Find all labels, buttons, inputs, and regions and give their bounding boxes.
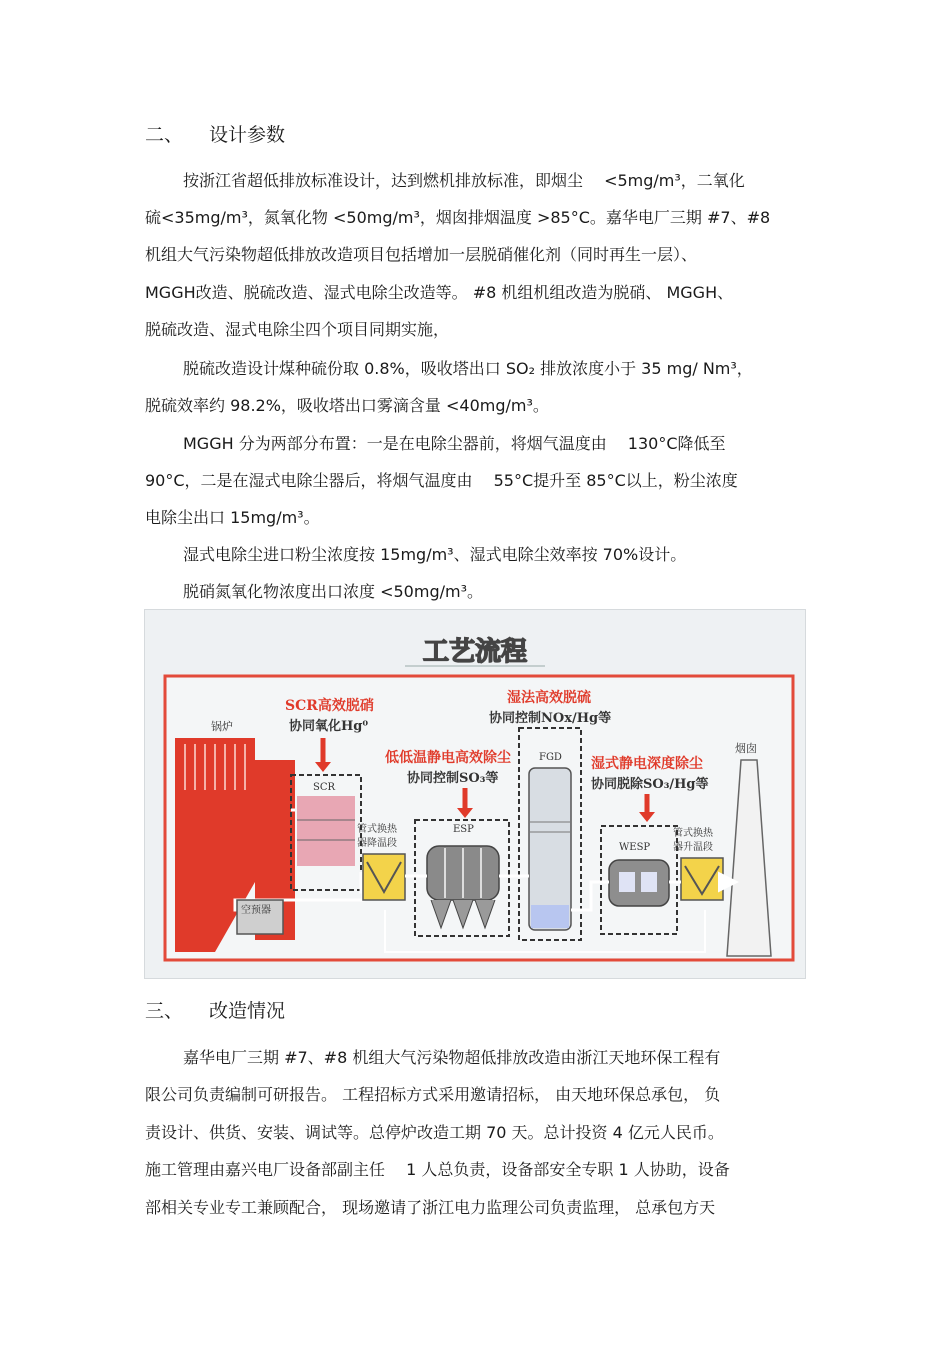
paragraph-line: 机组大气污染物超低排放改造项目包括增加一层脱硝催化剂（同时再生一层）、 [145,245,698,264]
scr-reactor [297,796,355,866]
scr-box-label: SCR [313,782,336,793]
scr-subtitle: 协同氧化Hg⁰ [289,719,369,734]
paragraph-line: 脱硝氮氧化物浓度出口浓度 <50mg/m³。 [183,582,483,601]
paragraph-line: 施工管理由嘉兴电厂设备部副主任 1 人总负责，设备部安全专职 1 人协助，设备 [145,1160,730,1179]
esp-box-label: ESP [453,824,474,835]
section-heading-3 [145,996,285,1023]
section-title: 设计参数 [209,124,286,146]
process-diagram [145,610,805,978]
wesp-window-1 [619,872,635,892]
chimney-label: 烟囱 [735,742,757,755]
section-title: 改造情况 [209,1000,286,1022]
fgd-box-label: FGD [539,752,562,763]
paragraph-line: 嘉华电厂三期 #7、#8 机组大气污染物超低排放改造由浙江天地环保工程有 [183,1048,721,1067]
paragraph-line: 脱硫效率约 98.2%，吸收塔出口雾滴含量 <40mg/m³。 [145,396,549,415]
paragraph-line: 脱硫改造、湿式电除尘四个项目同期实施， [145,320,450,339]
scr-title: SCR高效脱硝 [285,698,374,714]
boiler-tubes [185,744,245,790]
wesp-title: 湿式静电深度除尘 [591,756,703,772]
hx1-label-1: 管式换热 [357,824,397,835]
esp-hoppers [431,900,495,928]
fgd-slurry [531,905,569,928]
wesp-window-2 [641,872,657,892]
paragraph-line: 责设计、供货、安装、调试等。总停炉改造工期 70 天。总计投资 4 亿元人民币。 [145,1123,724,1142]
paragraph-line: 电除尘出口 15mg/m³。 [145,508,320,527]
boiler-label: 锅炉 [211,720,233,733]
process-flow-figure [144,609,806,979]
wesp-subtitle: 协同脱除SO₃/Hg等 [591,777,709,792]
wesp-vessel [609,860,669,906]
esp-subtitle: 协同控制SO₃等 [407,771,499,786]
section-number: 三、 [145,1000,184,1022]
hx2-label-1: 管式换热 [673,828,713,839]
paragraph-line: 湿式电除尘进口粉尘浓度按 15mg/m³、湿式电除尘效率按 70%设计。 [183,545,687,564]
section-number: 二、 [145,124,184,146]
fgd-subtitle: 协同控制NOx/Hg等 [489,711,612,726]
esp-title: 低低温静电高效除尘 [385,750,511,766]
section-heading-2 [145,120,285,147]
paragraph-line: 按浙江省超低排放标准设计，达到燃机排放标准，即烟尘 <5mg/m³，二氧化 [183,171,745,190]
fgd-title: 湿法高效脱硫 [507,690,591,706]
hx2-label-2: 器升温段 [673,842,713,853]
paragraph-line: 硫<35mg/m³，氮氧化物 <50mg/m³，烟囱排烟温度 >85°C。嘉华电厂三期 #7、#8 [145,208,771,227]
figure-title: 工艺流程 [422,637,528,667]
paragraph-line: 部相关专业专工兼顾配合， 现场邀请了浙江电力监理公司负责监理， 总承包方天 [145,1198,716,1217]
wesp-box-label: WESP [619,842,651,853]
paragraph-line: 90°C，二是在湿式电除尘器后，将烟气温度由 55°C提升至 85°C以上，粉尘浓度 [145,471,738,490]
paragraph-line: MGGH 分为两部分布置：一是在电除尘器前，将烟气温度由 130°C降低至 [183,434,726,453]
hx1-label-2: 器降温段 [357,838,397,849]
paragraph-line: 限公司负责编制可研报告。 工程招标方式采用邀请招标， 由天地环保总承包， 负 [145,1085,721,1104]
air-preheater-label: 空预器 [241,905,271,916]
paragraph-line: 脱硫改造设计煤种硫份取 0.8%，吸收塔出口 SO₂ 排放浓度小于 35 mg/ Nm³， [183,359,753,378]
paragraph-line: MGGH改造、脱硫改造、湿式电除尘改造等。 #8 机组机组改造为脱硝、 MGGH、 [145,283,734,302]
